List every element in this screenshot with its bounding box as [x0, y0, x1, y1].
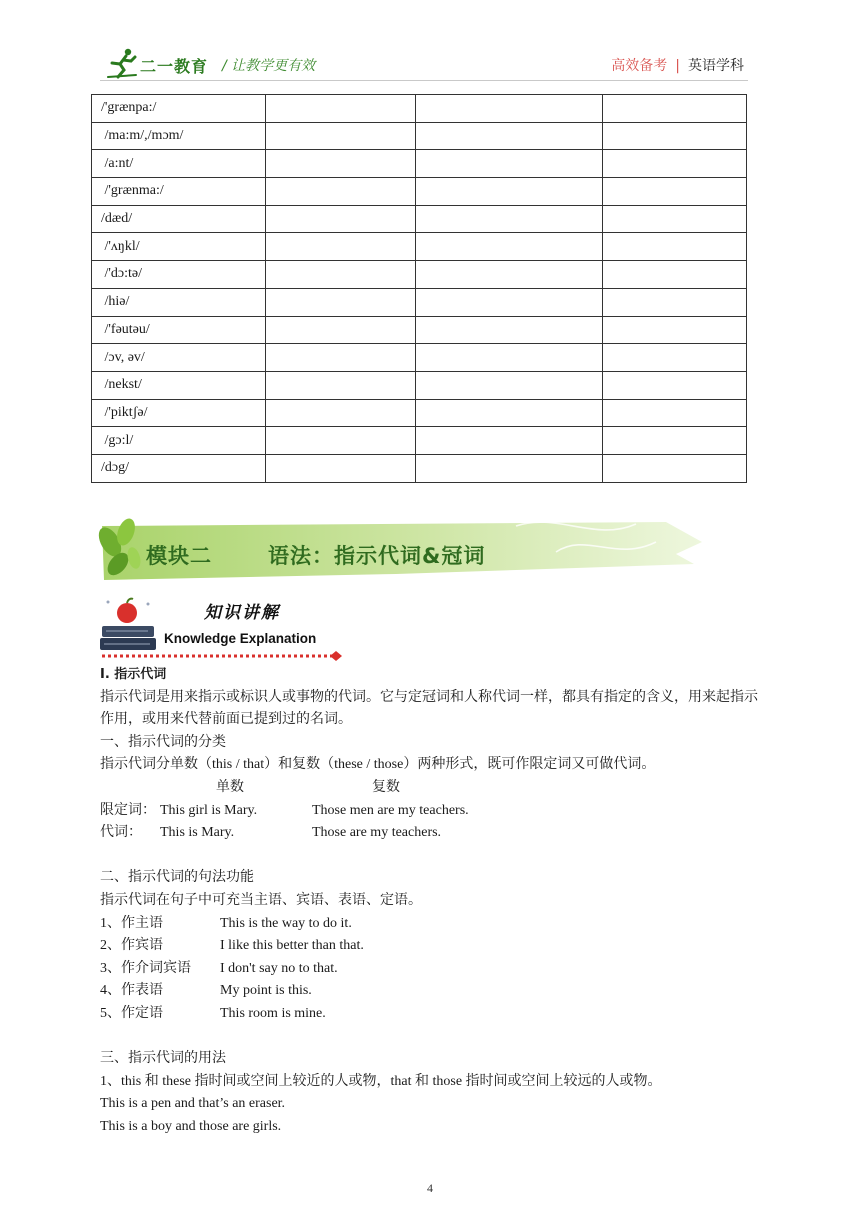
- table-row: [92, 150, 747, 178]
- blank-cell: [416, 178, 603, 206]
- functions-list: [100, 913, 770, 1026]
- determiner-singular: This girl is Mary.: [160, 802, 258, 818]
- usage-text: 1、this 和 these 指时间或空间上较近的人或物，that 和 those 指时间或空间上较远的人或物。: [100, 1073, 662, 1089]
- function-row: [100, 1003, 770, 1026]
- blank-cell: [266, 95, 416, 123]
- page-header: [0, 0, 860, 90]
- pronoun-label: 代词：: [100, 825, 142, 841]
- blank-cell: [603, 233, 747, 261]
- blank-cell: [266, 427, 416, 455]
- section-title: Ⅰ. 指示代词: [100, 667, 167, 682]
- blank-cell: [266, 261, 416, 289]
- intro-paragraph: 指示代词是用来指示或标识人或事物的代词。它与定冠词和人称代词一样，都具有指定的含义，用来起指示作用，或用来代替前面已提到过的名词。: [100, 689, 758, 728]
- blank-cell: [266, 316, 416, 344]
- blank-cell: [416, 371, 603, 399]
- blank-cell: [266, 288, 416, 316]
- heading-usage: 三、指示代词的用法: [100, 1051, 226, 1067]
- function-example: I don't say no to that.: [220, 960, 338, 976]
- module-banner: [96, 512, 704, 588]
- blank-cell: [603, 150, 747, 178]
- blank-cell: [266, 150, 416, 178]
- singular-header: 单数: [216, 779, 244, 795]
- determiner-label: 限定词：: [100, 802, 156, 818]
- functions-text: 指示代词在句子中可充当主语、宾语、表语、定语。: [100, 892, 422, 908]
- brand-logo: [106, 46, 226, 82]
- blank-cell: [603, 344, 747, 372]
- function-row: [100, 980, 770, 1003]
- table-row: [92, 288, 747, 316]
- phonetic-cell: /'ʌŋkl/: [92, 233, 266, 261]
- blank-cell: [416, 316, 603, 344]
- pronoun-row: [100, 822, 770, 845]
- function-label: 4、作表语: [100, 983, 163, 999]
- function-example: I like this better than that.: [220, 938, 364, 954]
- blank-line: [100, 845, 770, 868]
- blank-cell: [603, 178, 747, 206]
- blank-cell: [603, 316, 747, 344]
- phonetic-cell: /'fəutəu/: [92, 316, 266, 344]
- blank-cell: [603, 205, 747, 233]
- determiner-plural: Those men are my teachers.: [312, 802, 469, 818]
- phonetic-cell: /a:nt/: [92, 150, 266, 178]
- function-label: 2、作宾语: [100, 938, 163, 954]
- table-row: [92, 233, 747, 261]
- blank-cell: [603, 454, 747, 482]
- blank-cell: [266, 122, 416, 150]
- blank-cell: [603, 371, 747, 399]
- blank-cell: [416, 454, 603, 482]
- subject-label: 英语学科: [688, 58, 744, 74]
- table-row: [92, 261, 747, 289]
- table-row: [92, 178, 747, 206]
- pronoun-plural: Those are my teachers.: [312, 825, 442, 841]
- phonetic-cell: /'piktʃə/: [92, 399, 266, 427]
- function-row: [100, 913, 770, 936]
- table-row: [92, 371, 747, 399]
- phonetic-cell: /gɔ:l/: [92, 427, 266, 455]
- blank-cell: [603, 427, 747, 455]
- header-separator: |: [675, 58, 680, 74]
- header-right: [611, 55, 744, 75]
- table-row: [92, 399, 747, 427]
- blank-cell: [266, 399, 416, 427]
- blank-line: [100, 1026, 770, 1049]
- blank-cell: [603, 288, 747, 316]
- phonetic-cell: /dæd/: [92, 205, 266, 233]
- logo-text: 二一教育: [140, 57, 209, 76]
- function-label: 1、作主语: [100, 915, 163, 931]
- page-number: 4: [427, 1181, 433, 1195]
- blank-cell: [603, 399, 747, 427]
- heading-classification: 一、指示代词的分类: [100, 734, 226, 750]
- function-row: [100, 958, 770, 981]
- blank-cell: [266, 371, 416, 399]
- blank-cell: [603, 95, 747, 123]
- blank-cell: [603, 261, 747, 289]
- blank-cell: [266, 233, 416, 261]
- heading-functions: 二、指示代词的句法功能: [100, 870, 254, 886]
- phonetic-cell: /'grænma:/: [92, 178, 266, 206]
- blank-cell: [416, 427, 603, 455]
- function-example: This room is mine.: [220, 1005, 326, 1021]
- header-divider: [100, 80, 748, 81]
- phonetics-table: [91, 94, 747, 483]
- slogan: / 让教学更有效: [222, 58, 316, 74]
- badge-title-cn: 知识讲解: [204, 603, 280, 623]
- function-row: [100, 935, 770, 958]
- plural-header: 复数: [372, 779, 400, 795]
- phonetic-cell: /ma:m/,/mɔm/: [92, 122, 266, 150]
- table-row: [92, 316, 747, 344]
- blank-cell: [416, 344, 603, 372]
- table-row: [92, 454, 747, 482]
- usage-example-2: This is a boy and those are girls.: [100, 1118, 282, 1134]
- phonetic-cell: /nekst/: [92, 371, 266, 399]
- phonetic-cell: /ɔv, əv/: [92, 344, 266, 372]
- form-header-row: [100, 777, 770, 800]
- blank-cell: [416, 122, 603, 150]
- usage-example-1: This is a pen and that’s an eraser.: [100, 1096, 286, 1112]
- phonetic-cell: /'grænpa:/: [92, 95, 266, 123]
- banner-module: 模块二: [146, 544, 212, 568]
- blank-cell: [266, 178, 416, 206]
- blank-cell: [416, 95, 603, 123]
- function-example: My point is this.: [220, 983, 312, 999]
- classification-text: 指示代词分单数（this / that）和复数（these / those）两种形式，既可作限定词又可做代词。: [100, 757, 656, 773]
- blank-cell: [266, 454, 416, 482]
- blank-cell: [416, 399, 603, 427]
- table-row: [92, 427, 747, 455]
- determiner-row: [100, 800, 770, 823]
- function-label: 5、作定语: [100, 1005, 163, 1021]
- blank-cell: [266, 344, 416, 372]
- table-row: [92, 344, 747, 372]
- function-example: This is the way to do it.: [220, 915, 352, 931]
- runner-icon: [106, 46, 140, 80]
- blank-cell: [416, 288, 603, 316]
- blank-cell: [603, 122, 747, 150]
- phonetic-cell: /dɔg/: [92, 454, 266, 482]
- blank-cell: [416, 233, 603, 261]
- function-label: 3、作介词宾语: [100, 960, 191, 976]
- phonetic-cell: /hiə/: [92, 288, 266, 316]
- knowledge-badge: [98, 596, 348, 662]
- exam-label: 高效备考: [611, 58, 668, 74]
- table-row: [92, 122, 747, 150]
- table-row: [92, 95, 747, 123]
- pronoun-singular: This is Mary.: [160, 825, 235, 841]
- badge-title-en: Knowledge Explanation: [164, 631, 317, 646]
- table-row: [92, 205, 747, 233]
- blank-cell: [416, 150, 603, 178]
- phonetic-cell: /'dɔ:tə/: [92, 261, 266, 289]
- blank-cell: [416, 205, 603, 233]
- blank-cell: [416, 261, 603, 289]
- banner-title: 语法：指示代词&冠词: [268, 544, 486, 568]
- blank-cell: [266, 205, 416, 233]
- lesson-content: [100, 664, 770, 1138]
